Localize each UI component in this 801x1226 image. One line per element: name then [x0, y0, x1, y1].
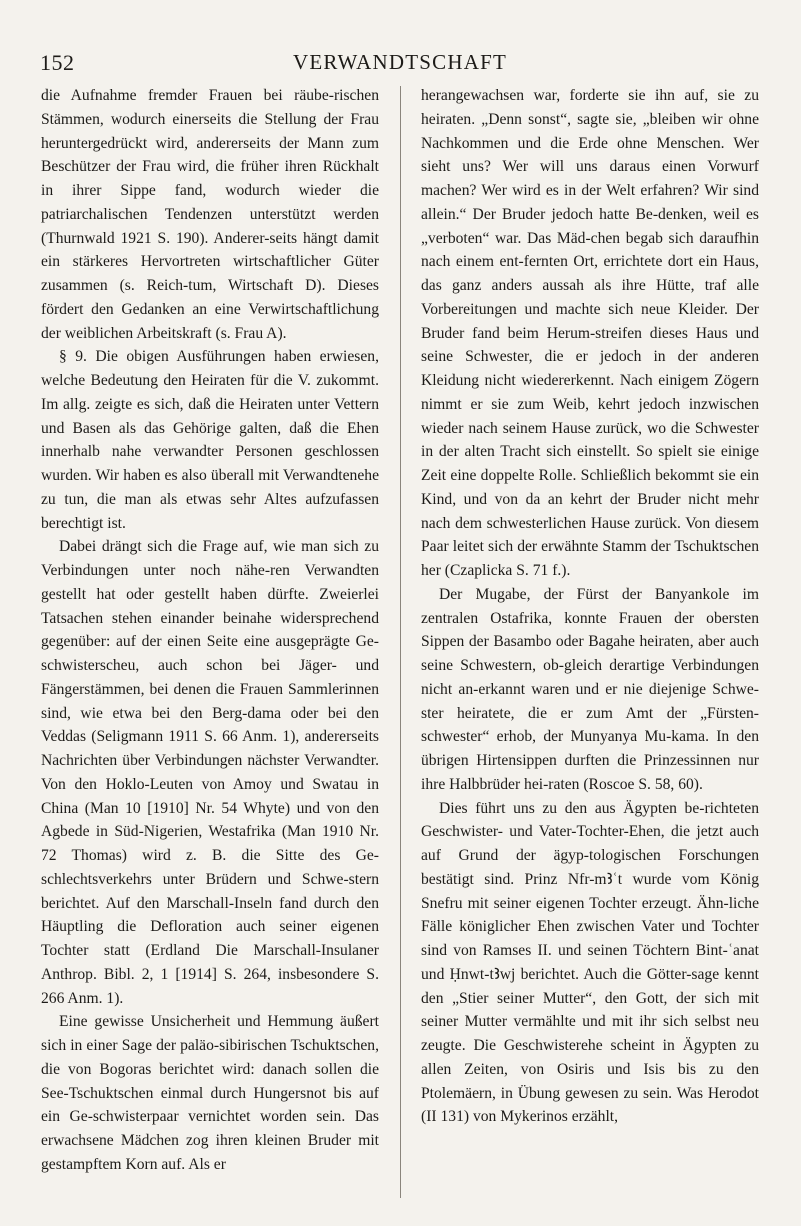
paragraph: Der Mugabe, der Fürst der Banyankole im zentralen Ostafrika, konnte Frauen der obersten Sippen der Basambo oder Bagahe heiraten, aber auch seine Schwestern, ob-gleich derartige Verbindungen nicht an-erkannt waren und er nie diejenige Schwe-ster heiratete, die er zum Amt der „Fürsten-schwester“ erhob, der Munyanya Mu-kama. In den übrigen Hirtensippen durften die Prinzessinnen nur ihre Halbbrüder hei-raten (Roscoe S. 58, 60).	[421, 585, 759, 793]
column-divider	[400, 86, 401, 1198]
running-head: VERWANDTSCHAFT	[293, 50, 507, 74]
paragraph: Eine gewisse Unsicherheit und Hemmung äußert sich in einer Sage der paläo-sibirischen Tschuktschen, die von Bogoras berichtet wird: danach sollen die See-Tschuktschen einmal durch Hungersnot bis auf ein Ge-schwisterpaar vernichtet worden sein. Das erwachsene Mädchen zog ihren kleinen Bruder mit gestampftem Korn auf. Als er	[41, 1013, 379, 1173]
left-column	[41, 84, 379, 1177]
paragraph: Dabei drängt sich die Frage auf, wie man sich zu Verbindungen unter noch nähe-ren Verwandten gestellt hat oder gestellt haben dürfte. Zweierlei Tatsachen stehen einander beinahe widersprechend gegenüber: auf der einen Seite eine ausgeprägte Ge-schwisterscheu, auch schon bei Jäger- und Fängerstämmen, bei denen die Frauen Sammlerinnen sind, wie etwa bei den Berg-dama oder bei den Veddas (Seligmann 1911 S. 66 Anm. 1), andererseits Nachrichten über Verbindungen nächster Verwandter. Von den Hoklo-Leuten von Amoy und Swatau in China (Man 10 [1910] Nr. 54 Whyte) und von den Agbede in Süd-Nigerien, Westafrika (Man 1910 Nr. 72 Thomas) wird z. B. die Sitte des Ge-schlechtsverkehrs unter Brüdern und Schwe-stern berichtet. Auf den Marschall-Inseln fand durch den Häuptling die Defloration auch seiner eigenen Tochter statt (Erdland Die Marschall-Insulaner Anthrop. Bibl. 2, 1 [1914] S. 264, insbesondere S. 266 Anm. 1).	[41, 538, 379, 1007]
paragraph: § 9. Die obigen Ausführungen haben erwiesen, welche Bedeutung den Heiraten für die V. zukommt. Im allg. zeigte es sich, daß die Heiraten unter Vettern und Basen als das Gehörige galten, daß die Ehen innerhalb nahe verwandter Personen geschlossen wurden. Wir haben es also überall mit Verwandtenehe zu tun, die man als etwas sehr Altes aufzufassen berechtigt ist.	[41, 348, 379, 532]
page-number: 152	[40, 50, 75, 75]
paragraph: herangewachsen war, forderte sie ihn auf, sie zu heiraten. „Denn sonst“, sagte sie, „bleiben wir ohne Nachkommen und die Erde ohne Menschen. Wer sieht uns? Wer will uns daraus einen Vorwurf machen? Wer wird es in der Welt erfahren? Wir sind allein.“ Der Bruder jedoch hatte Be-denken, weil es „verboten“ war. Das Mäd-chen begab sich daraufhin nach einem ent-fernten Ort, errichtete dort ein Haus, das ganz anders aussah als ihre Hütte, traf alle Vorbereitungen und machte sich neue Kleider. Der Bruder fand beim Herum-streifen dieses Haus und seine Schwester, die er jedoch in der anderen Kleidung nicht wiedererkennt. Nach einigem Zögern nimmt er sie zum Weib, kehrt jedoch inzwischen wieder nach seinem Hause zurück, wo die Schwester in der alten Tracht sich einstellt. So spielt sie einige Zeit eine doppelte Rolle. Schließlich bekommt sie ein Kind, und von da an kehrt der Bruder nicht mehr nach dem schwesterlichen Hause zurück. Von diesem Paar leitet sich der erwähnte Stamm der Tschuktschen her (Czaplicka S. 71 f.).	[421, 87, 759, 579]
right-column	[421, 84, 759, 1129]
paragraph: die Aufnahme fremder Frauen bei räube-rischen Stämmen, wodurch einerseits die Stellung der Frau heruntergedrückt wird, andererseits der Mann zum Beschützer der Frau wird, die früher ihren Rückhalt in ihrer Sippe fand, wodurch wieder die patriarchalischen Tendenzen unterstützt werden (Thurnwald 1921 S. 190). Anderer-seits hängt damit ein stärkeres Hervortreten wirtschaftlicher Güter zusammen (s. Reich-tum, Wirtschaft D). Dieses fördert den Gedanken an eine Verwirtschaftlichung der weiblichen Arbeitskraft (s. Frau A).	[41, 87, 379, 342]
page-header	[40, 50, 760, 80]
paragraph: Dies führt uns zu den aus Ägypten be-richteten Geschwister- und Vater-Tochter-Ehen, die jetzt auch auf Grund der ägyp-tologischen Forschungen bestätigt sind. Prinz Nfr-mꜢʿt wurde vom König Snefru mit seiner eigenen Tochter erzeugt. Ähn-liche Fälle königlicher Ehen zwischen Vater und Tochter sind von Ramses II. und seinen Töchtern Bint-ʿanat und Ḥnwt-tꜢwj berichtet. Auch die Götter-sage kennt den „Stier seiner Mutter“, den Gott, der sich mit seiner Mutter vermählte und mit ihr sich selbst neu zeugte. Die Geschwisterehe scheint in Ägypten zu allen Zeiten, von Osiris und Isis bis zu den Ptolemäern, in Übung gewesen zu sein. Was Herodot (II 131) von Mykerinos erzählt,	[421, 799, 759, 1126]
